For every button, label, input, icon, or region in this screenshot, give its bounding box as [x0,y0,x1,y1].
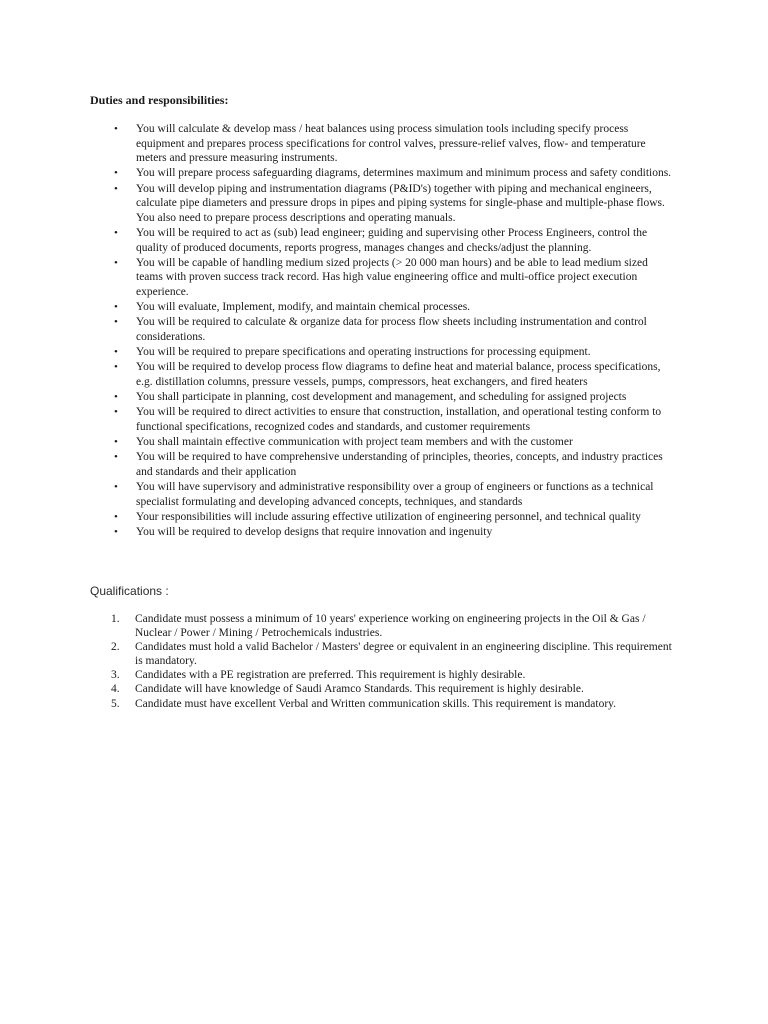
duty-text: You will prepare process safeguarding diagrams, determines maximum and minimum process and safety conditions. [136,167,672,180]
duty-text: You will be required to direct activities to ensure that construction, installation, and operational testing conform to functional specifications, recognized codes and standards, and customer requirements [136,406,662,433]
bullet-icon: • [114,525,118,538]
duty-item [0,226,676,255]
qualification-text: Candidate must have excellent Verbal and Written communication skills. This requirement is mandatory. [135,697,617,710]
qualification-text: Candidate will have knowledge of Saudi Aramco Standards. This requirement is highly desirable. [135,683,584,696]
bullet-icon: • [114,182,118,195]
duty-text: You will be required to develop designs that require innovation and ingenuity [136,525,493,538]
qualification-text: Candidate must possess a minimum of 10 years' experience working on engineering projects in the Oil & Gas / Nuclear / Power / Mining / Petrochemicals industries. [135,613,646,640]
bullet-icon: • [114,391,118,404]
duty-text: You will calculate & develop mass / heat balances using process simulation tools including specify process equipment and prepares process specifications for control valves, pressure-relief valves, flow- and temperature meters and pressure measuring instruments. [136,123,646,165]
duty-text: You will have supervisory and administrative responsibility over a group of engineers or functions as a technical specialist formulating and developing advanced concepts, techniques, and standards [136,480,654,508]
item-number: 1. [111,613,120,625]
item-number: 3. [111,669,120,682]
qualifications-list [0,612,768,711]
item-number: 2. [111,641,120,654]
duty-text: Your responsibilities will include assuring effective utilization of engineering personnel, and technical quality [136,510,641,523]
duties-heading: Duties and responsibilities: [90,93,229,107]
duty-item [0,390,676,405]
bullet-icon: • [114,406,118,419]
item-number: 5. [111,697,120,710]
bullet-icon: • [114,480,118,493]
duty-item [0,510,676,525]
duty-item [0,525,676,540]
duty-text: You will be capable of handling medium sized projects (> 20 000 man hours) and be able to lead medium sized teams with proven success track record. Has high value engineering office and multi-office project execution experience. [136,256,648,298]
qualification-item [0,682,675,696]
duty-item [0,300,676,315]
qualification-item [0,697,675,711]
duty-item [0,122,676,166]
qualification-text: Candidates with a PE registration are preferred. This requirement is highly desirable. [135,669,526,682]
bullet-icon: • [114,123,118,135]
qualification-item [0,612,675,640]
duty-item [0,345,676,360]
duty-item [0,480,676,509]
duty-text: You shall maintain effective communication with project team members and with the customer [136,436,573,448]
item-number: 4. [111,683,120,696]
duty-item [0,256,676,300]
qualification-item [0,668,675,682]
duty-text: You will be required to develop process flow diagrams to define heat and material balance, process specifications, e.g. distillation columns, pressure vessels, pumps, compressors, heat exchangers, and fired heaters [136,361,661,388]
duty-item [0,166,676,181]
bullet-icon: • [114,256,118,269]
duties-list [0,122,768,540]
duty-item [0,182,676,226]
bullet-icon: • [114,361,118,374]
duty-text: You will develop piping and instrumentation diagrams (P&ID's) together with piping and mechanical engineers, calculate pipe diameters and pressure drops in pipes and piping systems for single-phase and multiple-phase flows. You also need to prepare process descriptions and operating manuals. [136,182,665,224]
qualification-text: Candidates must hold a valid Bachelor / Masters' degree or equivalent in an engineering discipline. This requirement is mandatory. [135,641,672,668]
bullet-icon: • [114,316,118,329]
duty-item [0,450,676,479]
bullet-icon: • [114,436,118,448]
duty-text: You will be required to act as (sub) lead engineer; guiding and supervising other Process Engineers, control the quality of produced documents, reports progress, manages changes and checks/adjust the planning. [136,226,648,254]
bullet-icon: • [114,226,118,239]
duty-text: You will be required to calculate & organize data for process flow sheets including instrumentation and control considerations. [136,316,647,343]
bullet-icon: • [114,346,118,359]
qualifications-heading: Qualifications : [90,584,169,598]
bullet-icon: • [114,451,118,464]
bullet-icon: • [114,301,118,314]
duty-text: You will evaluate, Implement, modify, and maintain chemical processes. [136,301,471,314]
bullet-icon: • [114,167,118,180]
duty-item [0,315,676,344]
duty-item [0,405,676,434]
qualification-item [0,640,675,668]
duty-text: You will be required to prepare specifications and operating instructions for processing equipment. [136,346,591,359]
bullet-icon: • [114,510,118,523]
duty-item [0,435,676,450]
duty-item [0,360,676,389]
duty-text: You shall participate in planning, cost development and management, and scheduling for assigned projects [136,391,627,404]
duty-text: You will be required to have comprehensive understanding of principles, theories, concepts, and industry practices and standards and their application [136,451,663,478]
